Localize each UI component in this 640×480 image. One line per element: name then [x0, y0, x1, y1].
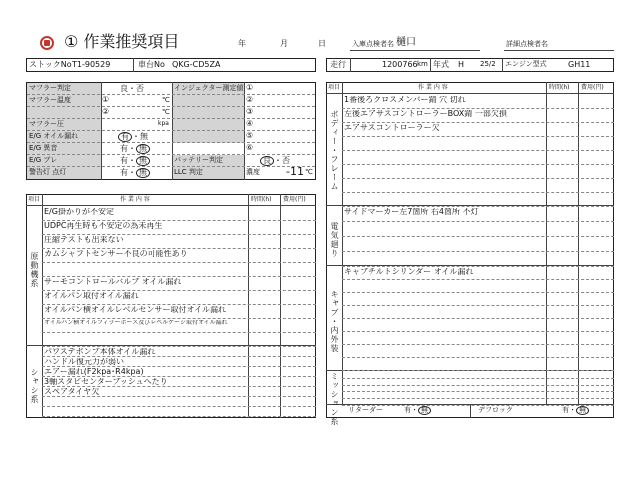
left-cost-header: 費用(円) — [283, 196, 306, 203]
table-row: パワステポンプ本体オイル漏れ — [44, 348, 156, 356]
mileage-value: 1200766 — [382, 60, 418, 69]
injector-4: ④ — [246, 119, 254, 128]
stock-label: ストックNo — [29, 60, 72, 69]
injector-5: ⑤ — [246, 131, 254, 140]
table-row: E/G掛かりが不安定 — [44, 208, 114, 216]
inspector-name: 樋口 — [396, 37, 416, 48]
table-row: 圧縮テストも出来ない — [44, 236, 124, 244]
stock-value: T1-90529 — [72, 60, 111, 69]
muffler-temp-label: マフラー温度 — [29, 96, 71, 104]
era-value: H — [458, 60, 465, 69]
page-title: ① 作業推奨項目 — [64, 32, 180, 51]
muffler-judge-value: 良・否 — [120, 84, 144, 93]
year-label: 年 — [238, 39, 246, 48]
difflock-value: 有・ 無 — [562, 406, 589, 415]
selected-circle-icon: 無 — [576, 406, 589, 415]
right-cost-header: 費用(円) — [581, 84, 604, 91]
engine-label: エンジン型式 — [505, 60, 547, 68]
battery-judge-value: 良 ・否 — [260, 156, 290, 166]
battery-judge-label: バッテリー判定 — [174, 156, 223, 164]
selected-circle-icon: 無 — [136, 168, 150, 178]
left-content-header: 作 業 内 容 — [120, 196, 150, 203]
table-row: サイドマーカー左7箇所 右4箇所 不灯 — [344, 208, 479, 216]
logo-seal-icon — [40, 36, 54, 50]
right-time-header: 時間(h) — [549, 84, 570, 91]
difflock-label: デフロック — [478, 406, 513, 414]
table-row: エアー漏れ(F2kpa･R4kpa) — [44, 368, 144, 376]
mission-section-label: ミッション系 — [330, 372, 339, 426]
inspector-label: 入庫点検者名 — [352, 40, 394, 48]
model-year-label: 年式 — [433, 60, 449, 69]
table-row: ハンドル復元力が弱い — [44, 358, 124, 366]
selected-circle-icon: 良 — [260, 156, 274, 166]
mileage-unit: km — [417, 60, 428, 68]
warning-lamp-label: 警告灯 点灯 — [29, 168, 67, 176]
engine-value: GH11 — [568, 60, 591, 69]
selected-circle-icon: 有 — [118, 132, 132, 142]
warning-lamp-value: 有・ 無 — [120, 168, 150, 178]
injector-label: インジェクター測定値 — [174, 84, 244, 92]
table-row: 1番後ろクロスメンバー錆 穴 切れ — [344, 96, 466, 104]
engine-section-label: 原動機系 — [30, 252, 39, 288]
llc-judge-label: LLC 判定 — [174, 168, 203, 176]
chassis-section-label: シャシ系 — [30, 368, 39, 404]
eg-noise-value: 有・ 無 — [120, 144, 150, 154]
muffler-temp-mark2: ② — [102, 107, 110, 116]
right-content-header: 作 業 内 容 — [418, 84, 448, 91]
month-label: 月 — [280, 39, 288, 48]
llc-value: -11 — [286, 165, 304, 178]
table-row: サーモコントロールバルブ オイル漏れ — [44, 278, 182, 286]
injector-2: ② — [246, 95, 254, 104]
table-row: 3軸スタビセンターブッシュへたり — [44, 378, 168, 386]
muffler-temp-unit1: ℃ — [162, 96, 170, 104]
body-section-label: ボディー・フレーム — [330, 110, 339, 191]
right-item-header: 項目 — [328, 84, 341, 91]
left-time-header: 時間(h) — [251, 196, 272, 203]
retarder-value: 有・ 無 — [404, 406, 431, 415]
table-row: オイルパン横オイルレベルセンサー取付オイル漏れ — [44, 306, 227, 314]
muffler-pressure-unit: kpa — [158, 120, 169, 127]
eg-oil-leak-value: 有 ・無 — [118, 132, 148, 142]
muffler-temp-unit2: ℃ — [162, 108, 170, 116]
eg-shake-value: 有・ 無 — [120, 156, 150, 166]
table-row: オイルパン取付オイル漏れ — [44, 292, 139, 300]
injector-1: ① — [246, 83, 254, 92]
muffler-judge-label: マフラー判定 — [29, 84, 71, 92]
injector-3: ③ — [246, 107, 254, 116]
chassis-value: QKG-CD5ZA — [172, 60, 221, 69]
table-row: オイルパン横オイルフィラーホース及びレベルゲージ取付オイル漏れ — [44, 320, 228, 326]
electric-section-label: 電気廻り — [330, 222, 339, 258]
llc-unit: ℃ — [305, 168, 313, 176]
chassis-label: 車台No — [138, 60, 165, 69]
eg-oil-leak-label: E/G オイル漏れ — [29, 132, 79, 140]
right-work-table — [326, 82, 614, 418]
table-row: カムシャフトセンサー不良の可能性あり — [44, 250, 188, 258]
retarder-label: リターダー — [348, 406, 383, 414]
selected-circle-icon: 無 — [136, 144, 150, 154]
table-row: UDPC再生時も不安定の為未再生 — [44, 222, 163, 230]
day-label: 日 — [318, 39, 326, 48]
cab-section-label: キャブ・内外装 — [330, 290, 339, 353]
table-row: スペアタイヤ欠 — [44, 388, 100, 396]
left-item-header: 項目 — [28, 196, 41, 203]
concentration-label: 濃度 — [246, 168, 260, 176]
muffler-temp-mark1: ① — [102, 95, 110, 104]
mileage-label: 走行 — [330, 60, 346, 69]
muffler-pressure-label: マフラー圧 — [29, 120, 64, 128]
injector-6: ⑥ — [246, 143, 254, 152]
table-row: エアサスコントローラー欠 — [344, 124, 440, 132]
selected-circle-icon: 無 — [418, 406, 431, 415]
model-year-value: 25/2 — [480, 60, 496, 68]
detail-inspector-label: 詳細点検者名 — [506, 40, 548, 48]
selected-circle-icon: 無 — [136, 156, 150, 166]
eg-noise-label: E/G 異音 — [29, 144, 58, 152]
table-row: キャブチルトシリンダー オイル漏れ — [344, 268, 474, 276]
eg-shake-label: E/G ブレ — [29, 156, 58, 164]
table-row: 左後エアサスコントローラーBOX錆 一部欠損 — [344, 110, 507, 118]
